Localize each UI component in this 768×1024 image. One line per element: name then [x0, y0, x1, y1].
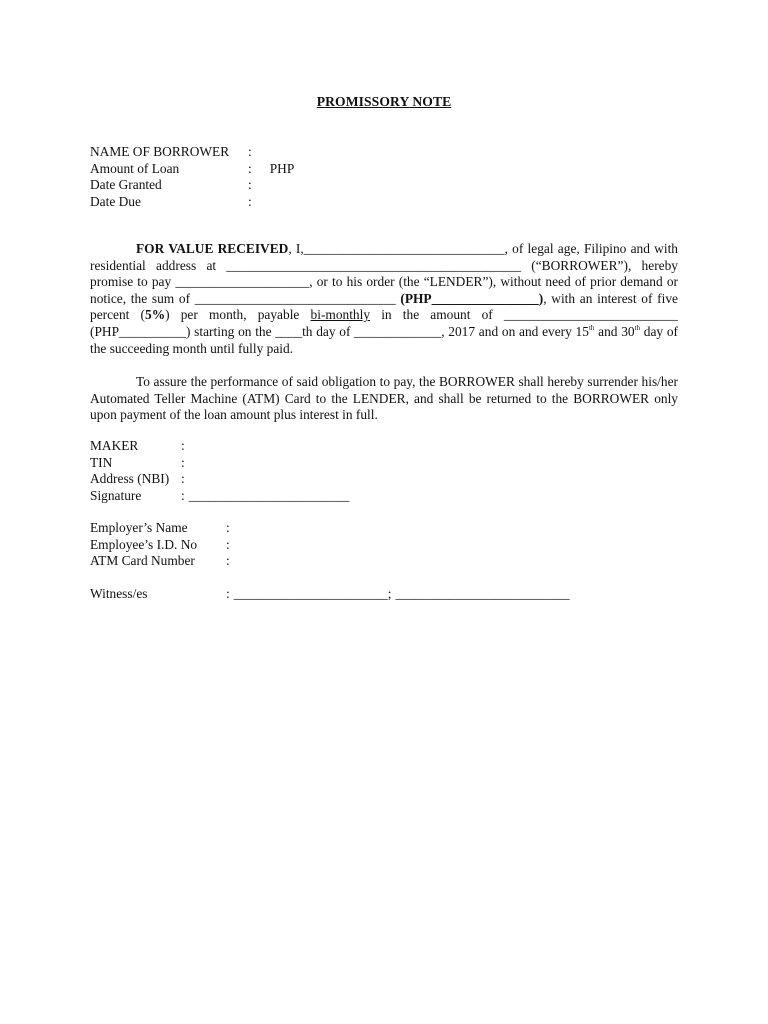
field-colon: :	[181, 471, 185, 487]
interest-rate: 5%	[145, 307, 166, 323]
field-label: Amount of Loan	[90, 160, 180, 176]
field-colon: :	[181, 487, 185, 503]
paragraph-text: in the amount of __________________________ (PHP__________) starting on the ____th day of _____________, 2017 and on and every 15	[90, 307, 679, 339]
field-witness	[90, 586, 570, 603]
field-atm-card-number	[90, 553, 230, 570]
employer-info-block	[90, 520, 230, 570]
witness-block	[90, 586, 570, 603]
paragraph-text: and 30	[594, 323, 635, 339]
maker-info-block	[90, 438, 349, 504]
field-colon: :	[181, 454, 185, 470]
field-label: Employer’s Name	[90, 520, 188, 535]
payment-frequency: bi-monthly	[310, 307, 371, 323]
signature-line: ________________________	[188, 487, 350, 503]
field-label: Address (NBI)	[90, 471, 170, 487]
field-label: Witness/es	[90, 586, 148, 601]
paragraph-text: , I,______________________________, of legal age, Filipino and with residential address at ____________________________________________ (“BORROWER”), hereby promise to pay ____________________, or to his order (the “LENDER”), without need of prior demand or notice, the sum of ______________________________	[90, 241, 678, 306]
field-label: NAME OF BORROWER	[90, 144, 230, 159]
field-label: ATM Card Number	[90, 553, 195, 569]
title-text: PROMISSORY NOTE	[316, 94, 452, 109]
field-label: TIN	[90, 454, 113, 470]
paragraph-text: day of the succeeding month until fully paid.	[90, 323, 679, 356]
field-label: Date Due	[90, 193, 141, 209]
witness-line-2: __________________________	[395, 586, 570, 601]
field-signature	[90, 488, 349, 505]
paragraph-atm-surrender	[90, 374, 678, 424]
field-maker	[90, 438, 349, 455]
field-date-granted	[90, 177, 294, 194]
document-title	[0, 94, 768, 111]
field-address-nbi	[90, 471, 349, 488]
field-label: MAKER	[90, 438, 139, 453]
field-amount-of-loan	[90, 161, 294, 178]
field-name-of-borrower	[90, 144, 294, 161]
field-value: PHP	[269, 160, 295, 176]
field-colon: :	[248, 177, 252, 193]
field-employee-id	[90, 537, 230, 554]
paragraph-text: , with an interest of five percent (	[90, 290, 678, 323]
field-colon: :	[226, 536, 230, 552]
field-employer-name	[90, 520, 230, 537]
witness-separator: ;	[387, 586, 392, 601]
field-colon: :	[181, 438, 185, 453]
paragraph-text: To assure the performance of said obligation to pay, the BORROWER shall hereby surrender his/her Automated Teller Machine (ATM) Card to the LENDER, and shall be returned to the BORROWER only upon payment of the loan amount plus interest in full.	[90, 374, 678, 423]
field-colon: :	[248, 193, 252, 209]
borrower-info-block	[90, 144, 294, 210]
field-label: Date Granted	[90, 177, 162, 193]
witness-line-1: _______________________	[233, 586, 388, 601]
ordinal-suffix: th	[588, 323, 595, 332]
field-date-due	[90, 194, 294, 211]
field-colon: :	[248, 160, 252, 176]
field-colon: :	[248, 144, 252, 159]
ordinal-suffix: th	[634, 323, 641, 332]
paragraph-value-received	[90, 241, 678, 357]
field-colon: :	[226, 586, 230, 601]
field-colon: :	[226, 520, 230, 535]
paragraph-text: ) per month, payable	[165, 307, 311, 323]
field-tin	[90, 455, 349, 472]
field-label: Employee’s I.D. No	[90, 536, 198, 552]
for-value-received-text: FOR VALUE RECEIVED	[136, 241, 289, 256]
field-label: Signature	[90, 487, 142, 503]
php-amount-blank: (PHP________________)	[400, 290, 544, 306]
field-colon: :	[226, 553, 230, 569]
